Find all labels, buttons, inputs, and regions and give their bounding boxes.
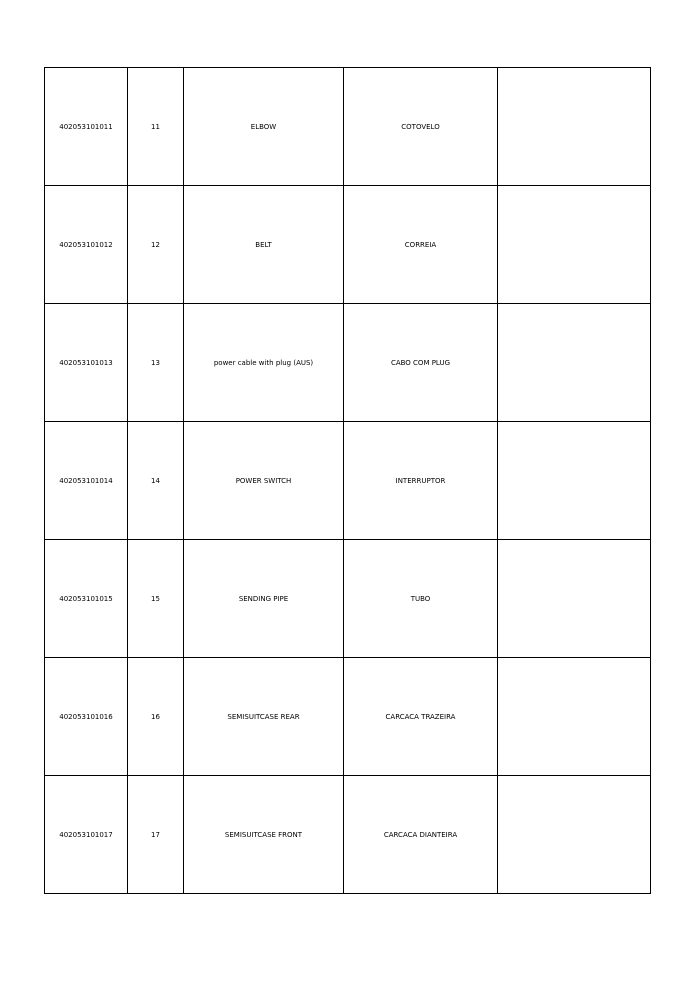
description-pt-cell: CARCACA TRAZEIRA bbox=[344, 658, 498, 776]
part-code-cell: 402053101014 bbox=[45, 422, 128, 540]
item-number-cell: 15 bbox=[128, 540, 184, 658]
item-number-cell: 13 bbox=[128, 304, 184, 422]
item-number-cell: 14 bbox=[128, 422, 184, 540]
description-pt-cell: CARCACA DIANTEIRA bbox=[344, 776, 498, 894]
part-code-cell: 402053101013 bbox=[45, 304, 128, 422]
notes-cell bbox=[498, 186, 651, 304]
description-pt-cell: COTOVELO bbox=[344, 68, 498, 186]
description-en-cell: ELBOW bbox=[184, 68, 344, 186]
notes-cell bbox=[498, 304, 651, 422]
description-en-cell: SENDING PIPE bbox=[184, 540, 344, 658]
parts-table bbox=[44, 67, 651, 894]
notes-cell bbox=[498, 540, 651, 658]
notes-cell bbox=[498, 658, 651, 776]
item-number-cell: 17 bbox=[128, 776, 184, 894]
part-code-cell: 402053101012 bbox=[45, 186, 128, 304]
part-code-cell: 402053101011 bbox=[45, 68, 128, 186]
item-number-cell: 16 bbox=[128, 658, 184, 776]
description-pt-cell: TUBO bbox=[344, 540, 498, 658]
description-en-cell: BELT bbox=[184, 186, 344, 304]
description-en-cell: SEMISUITCASE FRONT bbox=[184, 776, 344, 894]
table-row bbox=[45, 776, 651, 894]
table-row bbox=[45, 186, 651, 304]
item-number-cell: 11 bbox=[128, 68, 184, 186]
description-en-cell: power cable with plug (AUS) bbox=[184, 304, 344, 422]
part-code-cell: 402053101016 bbox=[45, 658, 128, 776]
item-number-cell: 12 bbox=[128, 186, 184, 304]
description-pt-cell: INTERRUPTOR bbox=[344, 422, 498, 540]
description-en-cell: POWER SWITCH bbox=[184, 422, 344, 540]
table-row bbox=[45, 540, 651, 658]
description-pt-cell: CORREIA bbox=[344, 186, 498, 304]
table-row bbox=[45, 68, 651, 186]
part-code-cell: 402053101017 bbox=[45, 776, 128, 894]
description-en-cell: SEMISUITCASE REAR bbox=[184, 658, 344, 776]
table-row bbox=[45, 304, 651, 422]
notes-cell bbox=[498, 422, 651, 540]
notes-cell bbox=[498, 776, 651, 894]
notes-cell bbox=[498, 68, 651, 186]
part-code-cell: 402053101015 bbox=[45, 540, 128, 658]
table-row bbox=[45, 658, 651, 776]
table-row bbox=[45, 422, 651, 540]
description-pt-cell: CABO COM PLUG bbox=[344, 304, 498, 422]
